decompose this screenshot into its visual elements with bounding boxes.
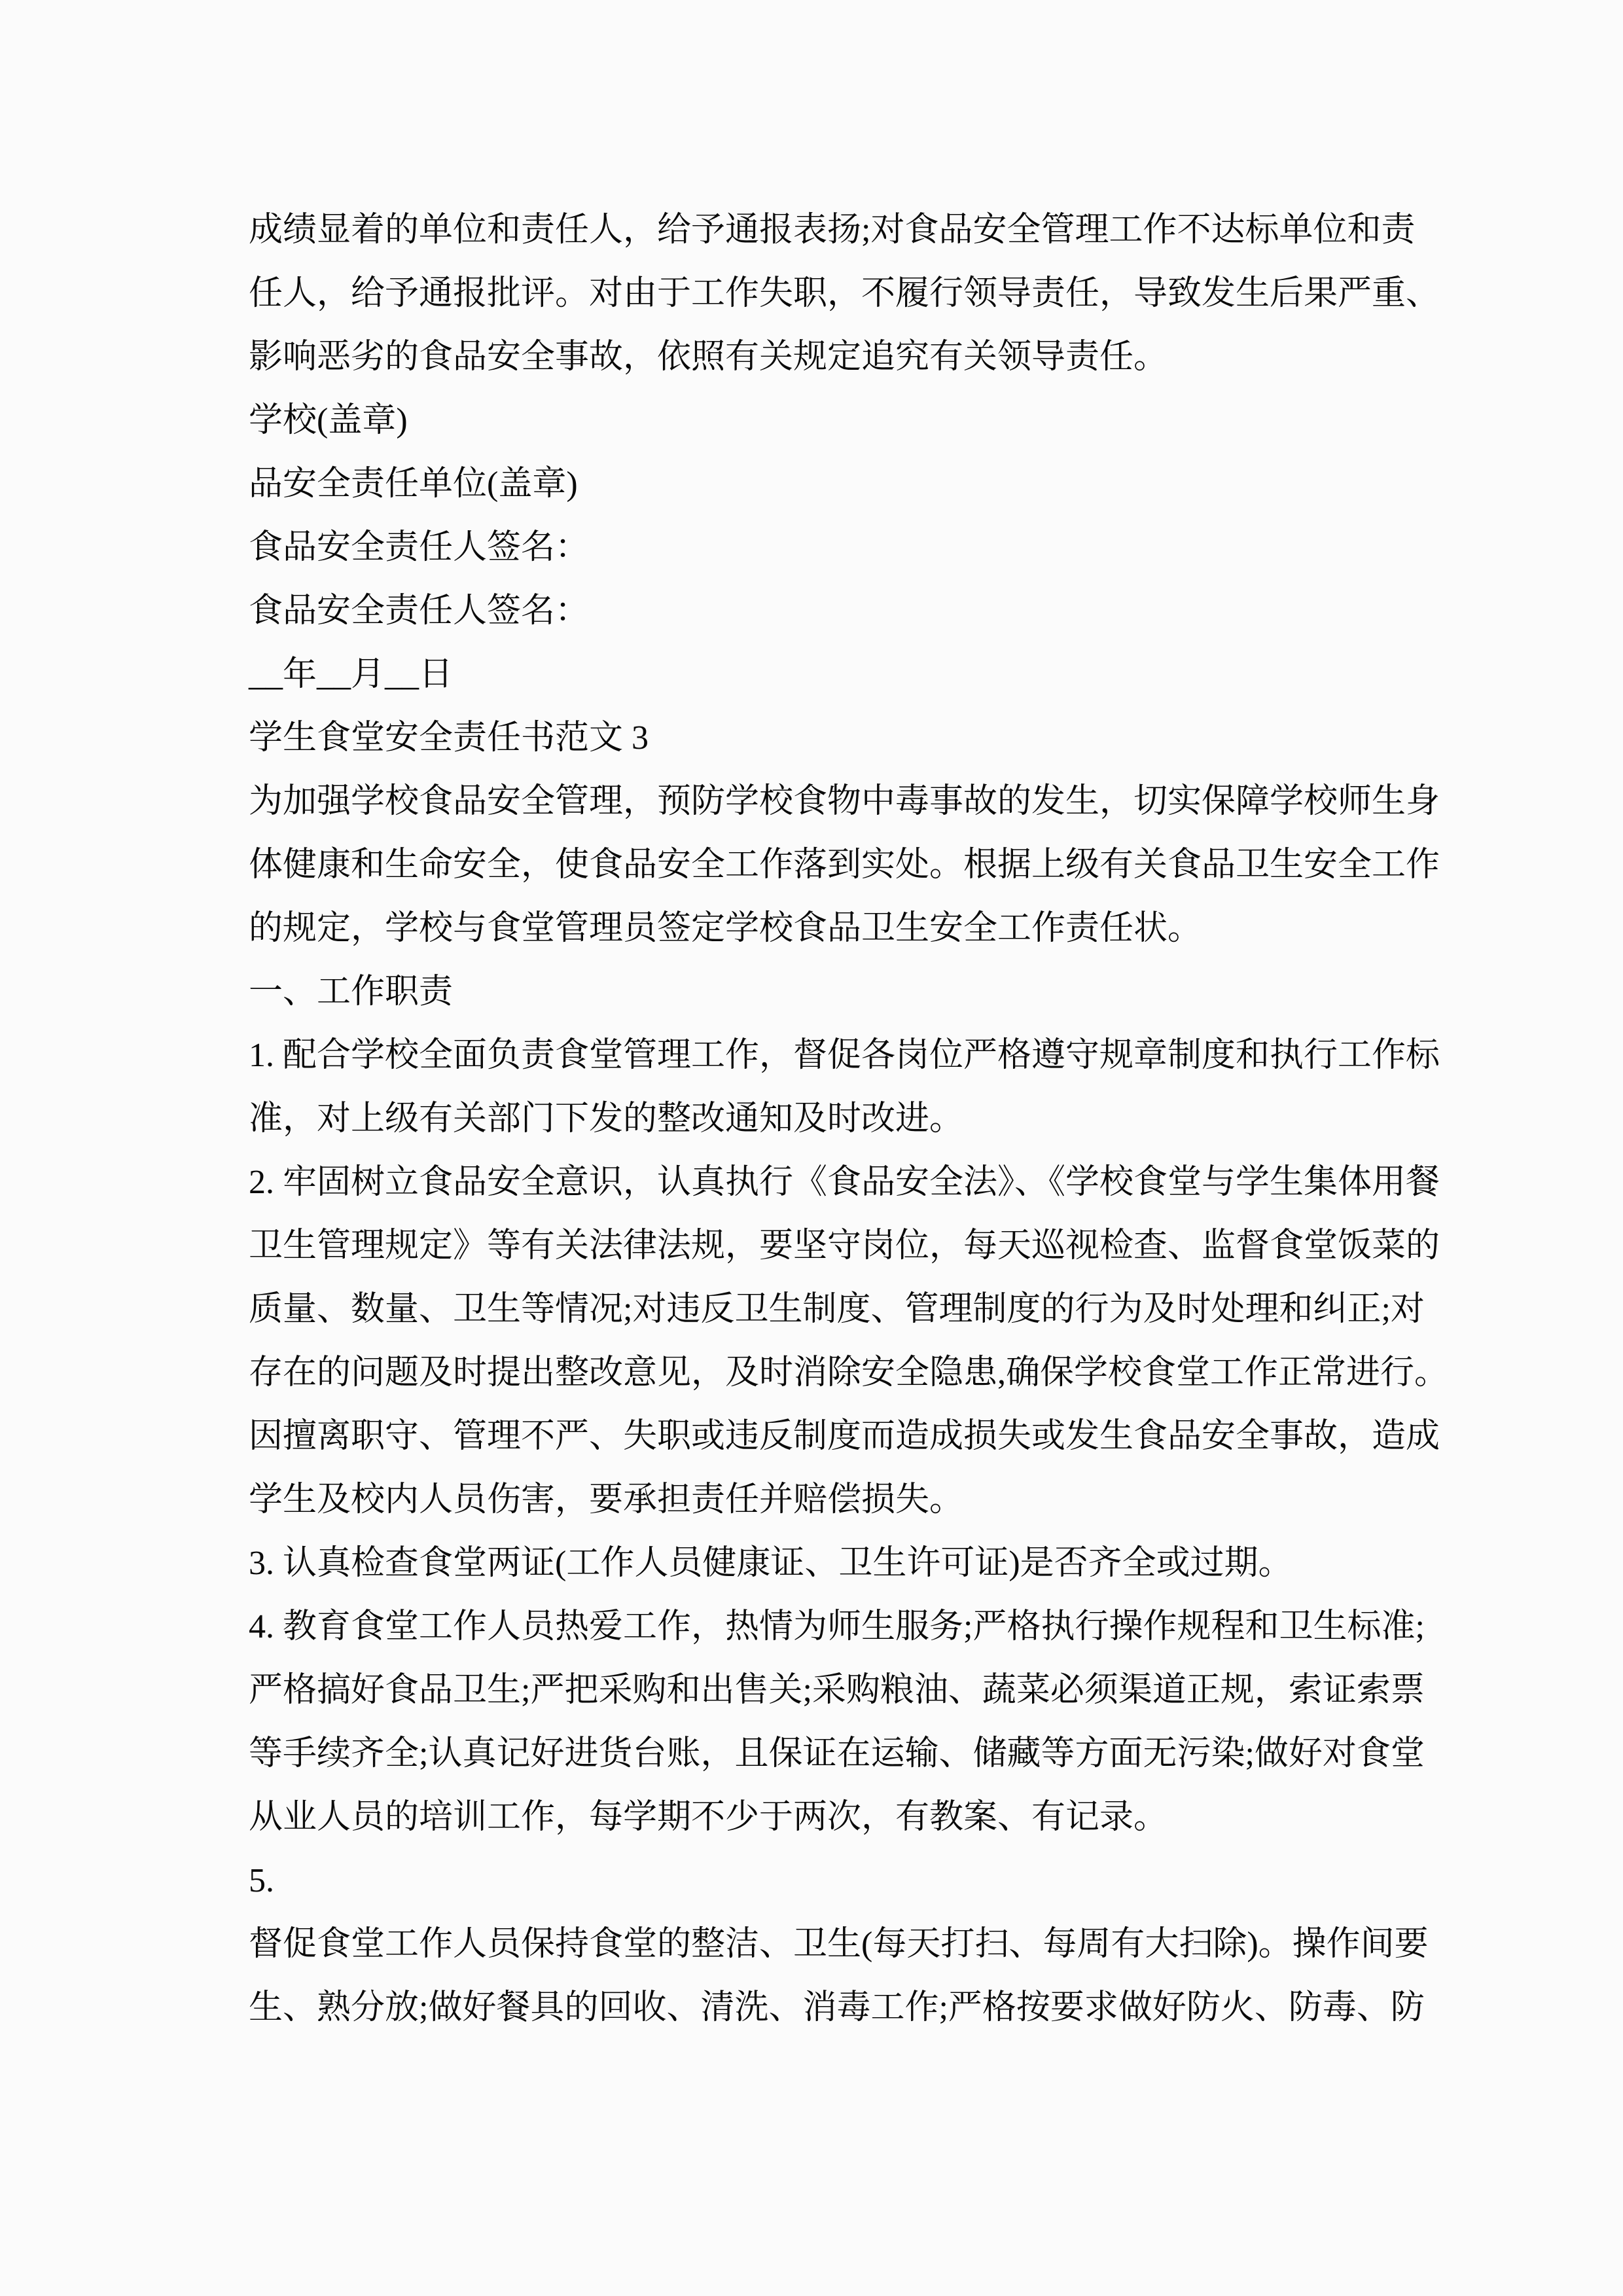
text-line: 4. 教育食堂工作人员热爱工作，热情为师生服务;严格执行操作规程和卫生标准;	[249, 1608, 1425, 1645]
text-line: 任人，给予通报批评。对由于工作失职，不履行领导责任，导致发生后果严重、	[249, 275, 1440, 312]
text-line: 卫生管理规定》等有关法律法规，要坚守岗位，每天巡视检查、监督食堂饭菜的	[249, 1227, 1440, 1265]
text-line: 的规定，学校与食堂管理员签定学校食品卫生安全工作责任状。	[249, 910, 1202, 947]
text-line: 因擅离职守、管理不严、失职或违反制度而造成损失或发生食品安全事故，造成	[249, 1418, 1440, 1455]
text-line: 2. 牢固树立食品安全意识，认真执行《食品安全法》、《学校食堂与学生集体用餐	[249, 1164, 1440, 1201]
text-line: 严格搞好食品卫生;严把采购和出售关;采购粮油、蔬菜必须渠道正规，索证索票	[249, 1672, 1425, 1709]
text-line: 学生及校内人员伤害，要承担责任并赔偿损失。	[249, 1481, 964, 1518]
text-line-item-number: 5.	[249, 1862, 274, 1899]
text-line: 成绩显着的单位和责任人，给予通报表扬;对食品安全管理工作不达标单位和责	[249, 211, 1416, 249]
text-line: 准，对上级有关部门下发的整改通知及时改进。	[249, 1100, 964, 1138]
text-line: 从业人员的培训工作，每学期不少于两次，有教案、有记录。	[249, 1799, 1168, 1836]
text-line: 体健康和生命安全，使食品安全工作落到实处。根据上级有关食品卫生安全工作	[249, 846, 1440, 884]
text-line: 督促食堂工作人员保持食堂的整洁、卫生(每天打扫、每周有大扫除)。操作间要	[249, 1926, 1429, 1963]
text-line: 等手续齐全;认真记好进货台账，且保证在运输、储藏等方面无污染;做好对食堂	[249, 1735, 1425, 1772]
text-line: 3. 认真检查食堂两证(工作人员健康证、卫生许可证)是否齐全或过期。	[249, 1545, 1293, 1582]
text-line-signature: 食品安全责任人签名：	[249, 592, 590, 630]
text-line: 存在的问题及时提出整改意见，及时消除安全隐患,确保学校食堂工作正常进行。	[249, 1354, 1449, 1391]
text-line: 为加强学校食品安全管理，预防学校食物中毒事故的发生，切实保障学校师生身	[249, 783, 1440, 820]
text-line-unit-seal: 品安全责任单位(盖章)	[249, 465, 578, 503]
subsection-heading: 一、工作职责	[249, 973, 454, 1011]
text-line-signature: 食品安全责任人签名：	[249, 529, 590, 566]
section-title: 学生食堂安全责任书范文 3	[249, 719, 649, 757]
text-line-date-blank: __年__月__日	[249, 656, 454, 693]
text-line-school-seal: 学校(盖章)	[249, 402, 408, 439]
text-line: 1. 配合学校全面负责食堂管理工作，督促各岗位严格遵守规章制度和执行工作标	[249, 1037, 1440, 1074]
text-line: 影响恶劣的食品安全事故，依照有关规定追究有关领导责任。	[249, 338, 1168, 376]
text-line: 质量、数量、卫生等情况;对违反卫生制度、管理制度的行为及时处理和纠正;对	[249, 1291, 1425, 1328]
text-line: 生、熟分放;做好餐具的回收、清洗、消毒工作;严格按要求做好防火、防毒、防	[249, 1989, 1425, 2026]
